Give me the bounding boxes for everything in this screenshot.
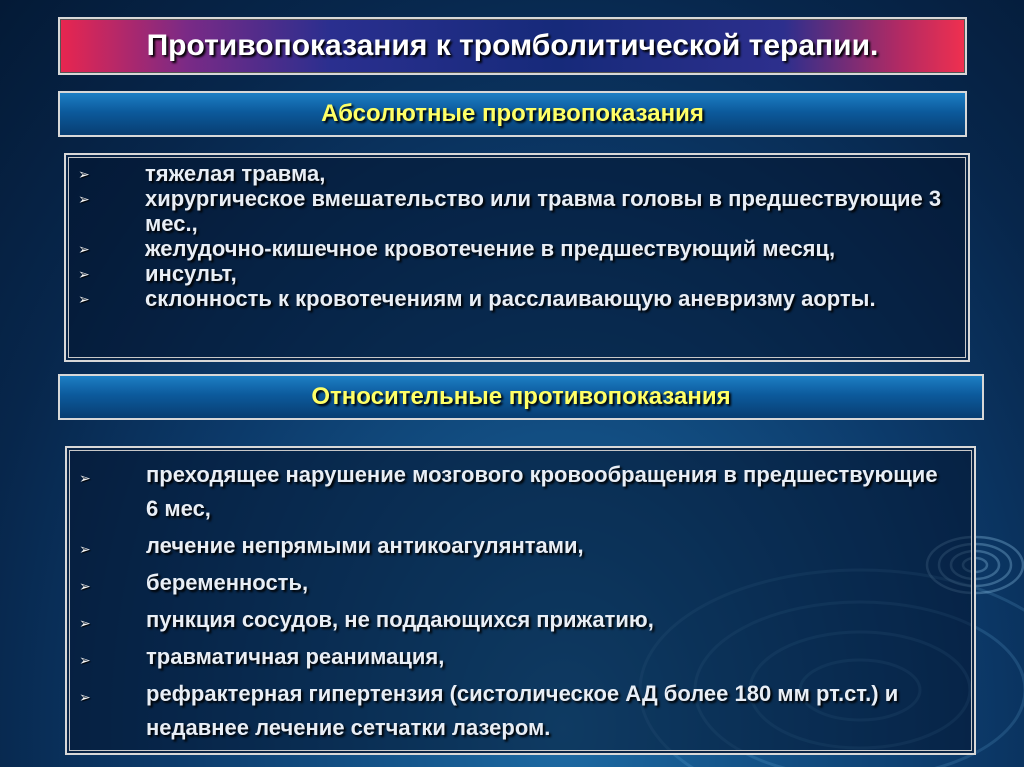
relative-header-label: Относительные противопоказания xyxy=(311,383,731,410)
arrow-bullet-icon: ➢ xyxy=(78,241,90,257)
list-item-text: травматичная реанимация, xyxy=(146,644,445,669)
absolute-contraindications-list xyxy=(66,161,968,311)
list-item xyxy=(66,236,968,261)
list-item-text: пункция сосудов, не поддающихся прижатию, xyxy=(146,607,654,632)
list-item xyxy=(67,566,974,600)
title-banner xyxy=(58,17,967,75)
list-item-text: рефрактерная гипертензия (систолическое АД более 180 мм рт.ст.) и недавнее лечение сетчатки лазером. xyxy=(146,681,899,740)
list-item xyxy=(67,640,974,674)
list-item xyxy=(67,529,974,563)
arrow-bullet-icon: ➢ xyxy=(79,689,91,705)
list-item xyxy=(67,458,974,526)
arrow-bullet-icon: ➢ xyxy=(78,191,90,207)
absolute-contraindications-box xyxy=(64,153,970,362)
list-item-text: тяжелая травма, xyxy=(145,161,326,186)
absolute-contraindications-header xyxy=(58,91,967,137)
list-item-text: склонность к кровотечениям и расслаивающую аневризму аорты. xyxy=(145,286,876,311)
arrow-bullet-icon: ➢ xyxy=(79,615,91,631)
list-item xyxy=(66,261,968,286)
arrow-bullet-icon: ➢ xyxy=(79,470,91,486)
list-item-text: преходящее нарушение мозгового кровообращения в предшествующие 6 мес, xyxy=(146,462,938,521)
list-item-text: желудочно-кишечное кровотечение в предшествующий месяц, xyxy=(145,236,836,261)
list-item-text: хирургическое вмешательство или травма головы в предшествующие 3 мес., xyxy=(145,186,942,236)
list-item xyxy=(67,677,974,745)
list-item xyxy=(66,186,968,236)
list-item-text: инсульт, xyxy=(145,261,237,286)
arrow-bullet-icon: ➢ xyxy=(78,291,90,307)
relative-contraindications-header xyxy=(58,374,984,420)
page-title: Противопоказания к тромболитической терапии. xyxy=(146,29,879,62)
relative-contraindications-list xyxy=(67,458,974,748)
absolute-header-label: Абсолютные противопоказания xyxy=(321,100,704,127)
list-item xyxy=(66,286,968,311)
list-item xyxy=(67,603,974,637)
relative-contraindications-box xyxy=(65,446,976,755)
arrow-bullet-icon: ➢ xyxy=(79,578,91,594)
arrow-bullet-icon: ➢ xyxy=(78,266,90,282)
list-item-text: беременность, xyxy=(146,570,309,595)
list-item-text: лечение непрямыми антикоагулянтами, xyxy=(146,533,584,558)
arrow-bullet-icon: ➢ xyxy=(79,652,91,668)
list-item xyxy=(66,161,968,186)
arrow-bullet-icon: ➢ xyxy=(79,541,91,557)
arrow-bullet-icon: ➢ xyxy=(78,166,90,182)
